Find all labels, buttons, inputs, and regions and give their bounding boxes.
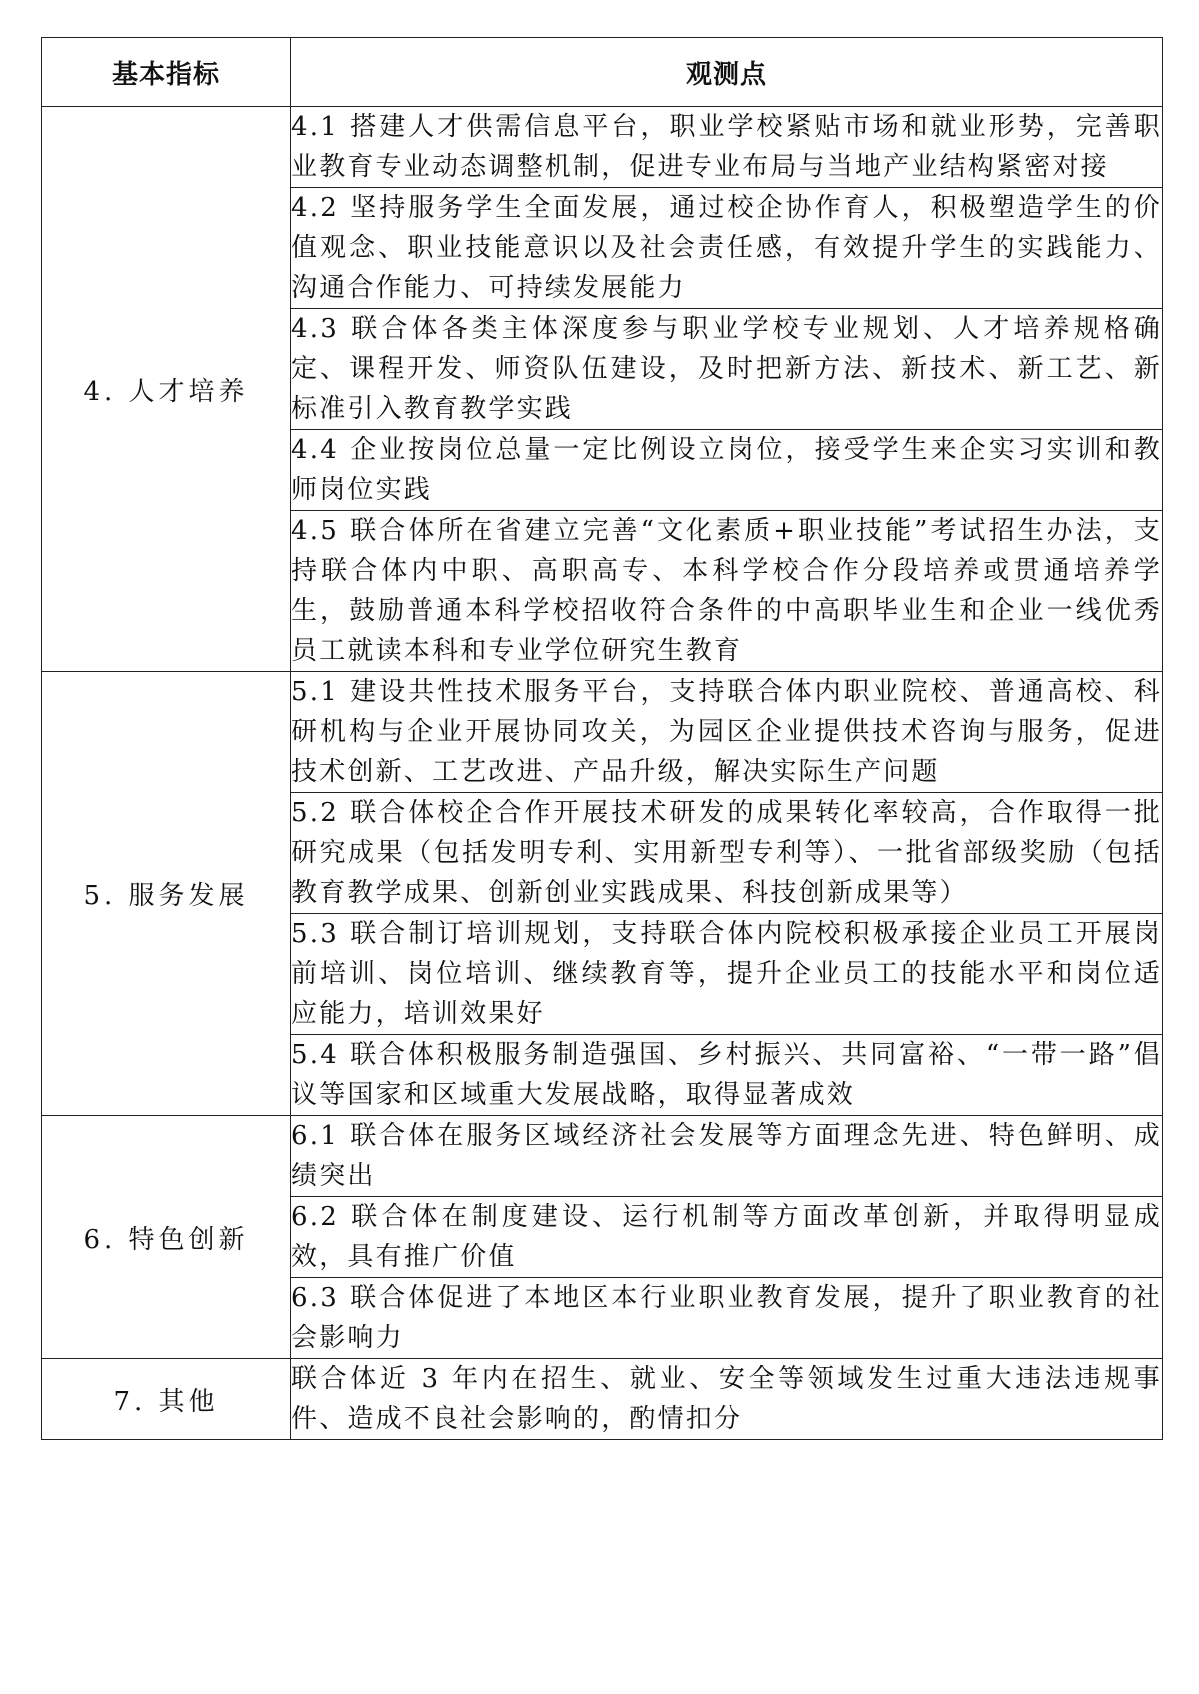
- table-header: [42, 38, 1163, 107]
- table-body: [42, 107, 1163, 1440]
- table-row: [42, 107, 1163, 188]
- observation-point-4-4: 4.4 企业按岗位总量一定比例设立岗位，接受学生来企实习实训和教师岗位实践: [291, 430, 1163, 511]
- observation-point-5-2: 5.2 联合体校企合作开展技术研发的成果转化率较高，合作取得一批研究成果（包括发明专利、实用新型专利等）、一批省部级奖励（包括教育教学成果、创新创业实践成果、科技创新成果等）: [291, 793, 1163, 914]
- table-row: [42, 672, 1163, 793]
- observation-point-5-3: 5.3 联合制订培训规划，支持联合体内院校积极承接企业员工开展岗前培训、岗位培训、继续教育等，提升企业员工的技能水平和岗位适应能力，培训效果好: [291, 914, 1163, 1035]
- indicator-table: [41, 37, 1163, 1440]
- observation-point-5-4: 5.4 联合体积极服务制造强国、乡村振兴、共同富裕、“一带一路”倡议等国家和区域重大发展战略，取得显著成效: [291, 1035, 1163, 1116]
- observation-point-7: 联合体近 3 年内在招生、就业、安全等领域发生过重大违法违规事件、造成不良社会影响的，酌情扣分: [291, 1359, 1163, 1440]
- table-row: [42, 1359, 1163, 1440]
- observation-point-4-3: 4.3 联合体各类主体深度参与职业学校专业规划、人才培养规格确定、课程开发、师资队伍建设，及时把新方法、新技术、新工艺、新标准引入教育教学实践: [291, 309, 1163, 430]
- observation-point-4-2: 4.2 坚持服务学生全面发展，通过校企协作育人，积极塑造学生的价值观念、职业技能意识以及社会责任感，有效提升学生的实践能力、沟通合作能力、可持续发展能力: [291, 188, 1163, 309]
- indicator-service-development: 5. 服务发展: [42, 672, 291, 1116]
- table-header-row: [42, 38, 1163, 107]
- observation-point-4-5: 4.5 联合体所在省建立完善“文化素质+职业技能”考试招生办法，支持联合体内中职、高职高专、本科学校合作分段培养或贯通培养学生，鼓励普通本科学校招收符合条件的中高职毕业生和企业一线优秀员工就读本科和专业学位研究生教育: [291, 511, 1163, 672]
- header-observation-points: 观测点: [291, 38, 1163, 107]
- observation-point-6-1: 6.1 联合体在服务区域经济社会发展等方面理念先进、特色鲜明、成绩突出: [291, 1116, 1163, 1197]
- table-row: [42, 1116, 1163, 1197]
- observation-point-4-1: 4.1 搭建人才供需信息平台，职业学校紧贴市场和就业形势，完善职业教育专业动态调整机制，促进专业布局与当地产业结构紧密对接: [291, 107, 1163, 188]
- document-page: [41, 37, 1162, 1440]
- observation-point-6-2: 6.2 联合体在制度建设、运行机制等方面改革创新，并取得明显成效，具有推广价值: [291, 1197, 1163, 1278]
- indicator-other: 7. 其他: [42, 1359, 291, 1440]
- header-basic-indicator: 基本指标: [42, 38, 291, 107]
- observation-point-5-1: 5.1 建设共性技术服务平台，支持联合体内职业院校、普通高校、科研机构与企业开展协同攻关，为园区企业提供技术咨询与服务，促进技术创新、工艺改进、产品升级，解决实际生产问题: [291, 672, 1163, 793]
- observation-point-6-3: 6.3 联合体促进了本地区本行业职业教育发展，提升了职业教育的社会影响力: [291, 1278, 1163, 1359]
- indicator-feature-innovation: 6. 特色创新: [42, 1116, 291, 1359]
- indicator-talent-cultivation: 4. 人才培养: [42, 107, 291, 672]
